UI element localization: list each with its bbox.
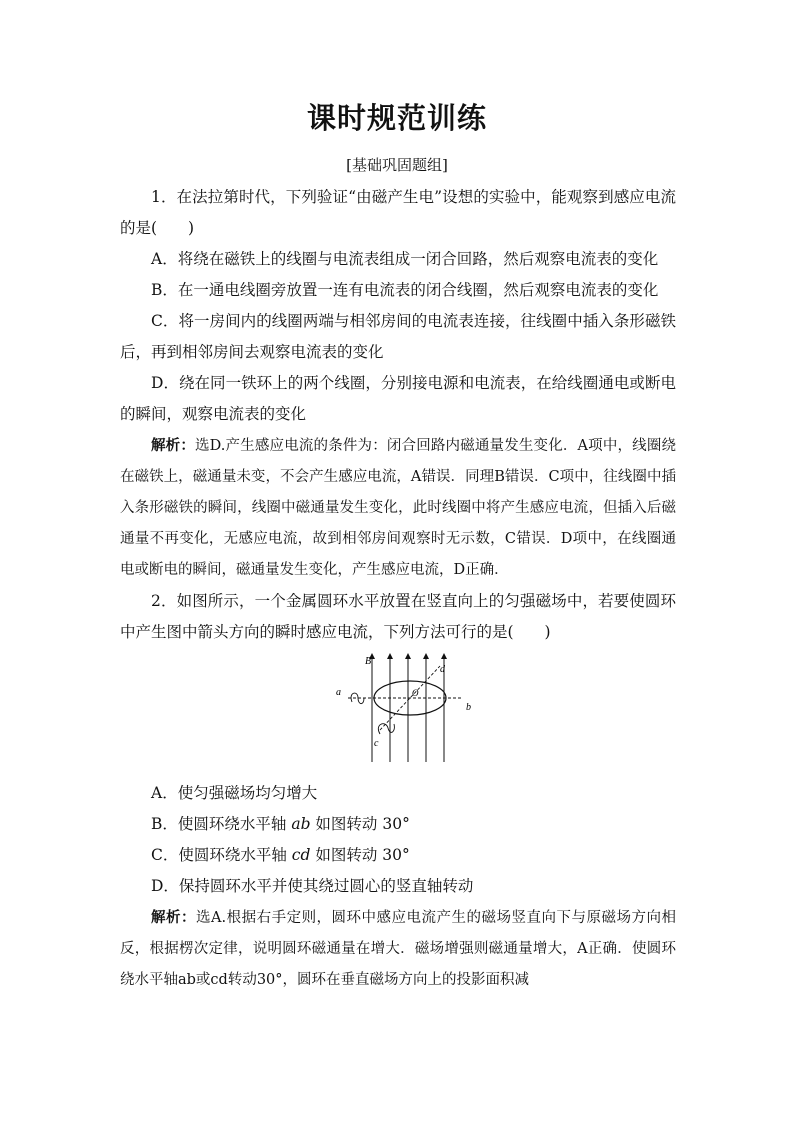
question-1-option-c: C．将一房间内的线圈两端与相邻房间的电流表连接，往线圈中插入条形磁铁后，再到相邻房间去观察电流表的变化 (120, 312, 676, 361)
label-B: B (365, 656, 372, 667)
analysis-text: 选A.根据右手定则，圆环中感应电流产生的磁场竖直向下与原磁场方向相反，根据楞次定律，说明圆环磁通量在增大．磁场增强则磁通量增大，A正确．使圆环绕水平轴ab或cd转动30°，圆环在垂直磁场方向上的投影面积减 (120, 910, 677, 988)
content-body (120, 182, 676, 996)
page-title: 课时规范训练 (306, 101, 487, 135)
question-1-stem: 1．在法拉第时代，下列验证“由磁产生电”设想的实验中，能观察到感应电流的是( ) (120, 188, 676, 237)
section-heading: [基础巩固题组] (346, 156, 448, 174)
ring-diagram (328, 650, 478, 768)
label-c: c (374, 738, 379, 749)
question-1-option-b: B．在一通电线圈旁放置一连有电流表的闭合线圈，然后观察电流表的变化 (151, 281, 659, 299)
question-2-option-b: B．使圆环绕水平轴 ab 如图转动 30° (151, 815, 410, 833)
label-b: b (466, 702, 471, 713)
question-2-stem: 2．如图所示，一个金属圆环水平放置在竖直向上的匀强磁场中，若要使圆环中产生图中箭头方向的瞬时感应电流，下列方法可行的是( ) (120, 592, 676, 641)
question-2-analysis (120, 902, 676, 996)
magnetic-field-ring-figure (120, 650, 676, 774)
label-a: a (336, 687, 341, 698)
question-1-option-a: A．将绕在磁铁上的线圈与电流表组成一闭合回路，然后观察电流表的变化 (151, 250, 659, 268)
analysis-label: 解析： (151, 437, 195, 454)
question-1-analysis (120, 430, 676, 586)
question-2-option-c: C．使圆环绕水平轴 cd 如图转动 30° (151, 846, 410, 864)
question-2-option-a: A．使匀强磁场均匀增大 (151, 784, 318, 802)
label-O: O (412, 688, 419, 698)
label-d: d (440, 664, 445, 675)
analysis-text: 选D.产生感应电流的条件为：闭合回路内磁通量发生变化．A项中，线圈绕在磁铁上，磁通量未变，不会产生感应电流，A错误．同理B错误．C项中，往线圈中插入条形磁铁的瞬间，线圈中磁通量发生变化，此时线圈中将产生感应电流，但插入后磁通量不再变化，无感应电流，故到相邻房间观察时无示数，C错误．D项中，在线圈通电或断电的瞬间，磁通量发生变化，产生感应电流，D正确． (120, 438, 677, 578)
question-2-option-d: D．保持圆环水平并使其绕过圆心的竖直轴转动 (151, 877, 474, 895)
analysis-label: 解析： (151, 909, 196, 926)
question-1-option-d: D．绕在同一铁环上的两个线圈，分别接电源和电流表，在给线圈通电或断电的瞬间，观察电流表的变化 (120, 374, 676, 423)
rotation-arrow-ab (351, 693, 364, 704)
